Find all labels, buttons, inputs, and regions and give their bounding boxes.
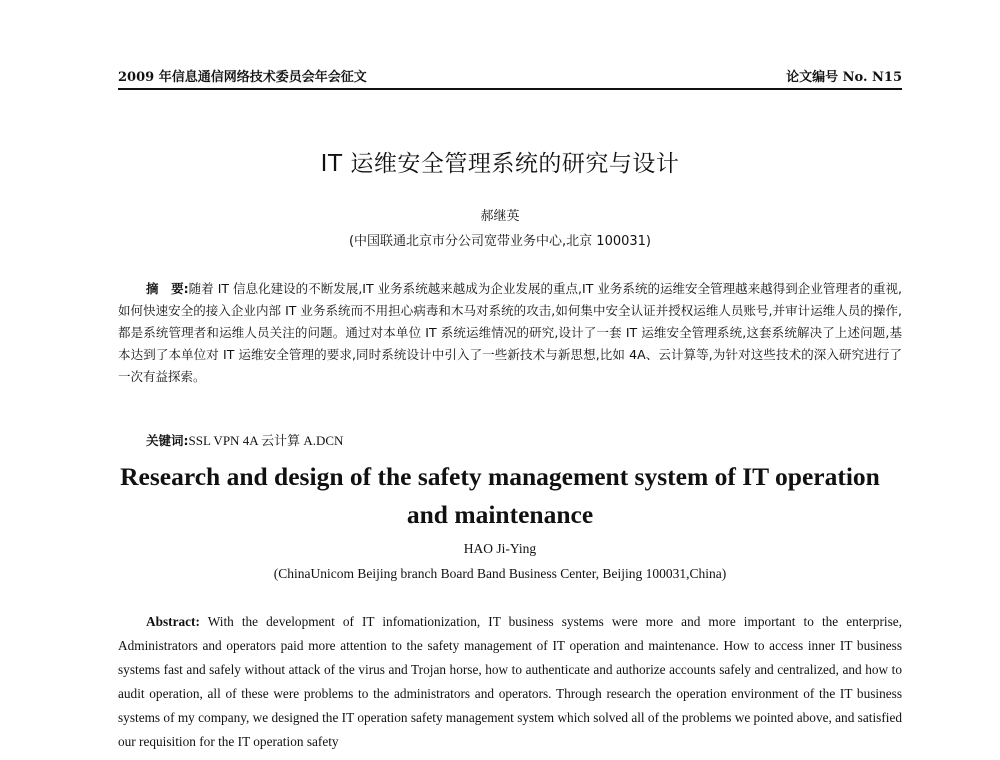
paper-number: 论文编号 No. N15 (786, 70, 902, 85)
chinese-affiliation: (中国联通北京市分公司宽带业务中心,北京 100031) (348, 234, 652, 249)
chinese-keywords (146, 430, 902, 449)
english-author: HAO Ji-Ying (463, 541, 537, 556)
english-title: Research and design of the safety management system of IT operation and maintenance (120, 462, 880, 529)
header-rule (118, 88, 902, 90)
english-abstract-label: Abstract: (146, 614, 200, 629)
chinese-keywords-value: SSL VPN 4A 云计算 A.DCN (188, 433, 344, 448)
english-abstract-text: With the development of IT infomationization, IT business systems were more and more important to the enterprise, Administrators and operators paid more attention to the safety management of IT operation and maintenance. How to access inner IT business systems fast and safely without attack of the virus and Trojan horse, how to authenticate and authorize accounts safely and centralized, and how to audit operation, all of these were problems to the administrators and operators. Through research the operation environment of the IT business systems of my company, we designed the IT operation safety management system which solved all of the problems we pointed above, and satisfied our requisition for the IT operation safety (118, 614, 902, 749)
chinese-author: 郝继英 (480, 209, 520, 224)
chinese-keywords-label: 关键词: (146, 433, 189, 448)
english-abstract (118, 610, 902, 754)
chinese-abstract-text: 随着 IT 信息化建设的不断发展,IT 业务系统越来越成为企业发展的重点,IT 业务系统的运维安全管理越来越得到企业管理者的重视,如何快速安全的接入企业内部 IT 业务系统而不用担心病毒和木马对系统的攻击,如何集中安全认证并授权运维人员账号,并审计运维人员的操作,都是系统管理者和运维人员关注的问题。通过对本单位 IT 系统运维情况的研究,设计了一套 IT 运维安全管理系统,这套系统解决了上述问题,基本达到了本单位对 IT 运维安全管理的要求,同时系统设计中引入了一些新技术与新思想,比如 4A、云计算等,为针对这些技术的深入研究进行了一次有益探索。 (118, 281, 902, 384)
running-header (118, 66, 902, 86)
chinese-abstract (118, 278, 902, 388)
conference-name: 2009 年信息通信网络技术委员会年会征文 (118, 70, 367, 85)
chinese-abstract-label: 摘 要: (146, 281, 189, 296)
chinese-title: IT 运维安全管理系统的研究与设计 (320, 151, 680, 177)
english-affiliation: (ChinaUnicom Beijing branch Board Band Business Center, Beijing 100031,China) (273, 566, 727, 581)
